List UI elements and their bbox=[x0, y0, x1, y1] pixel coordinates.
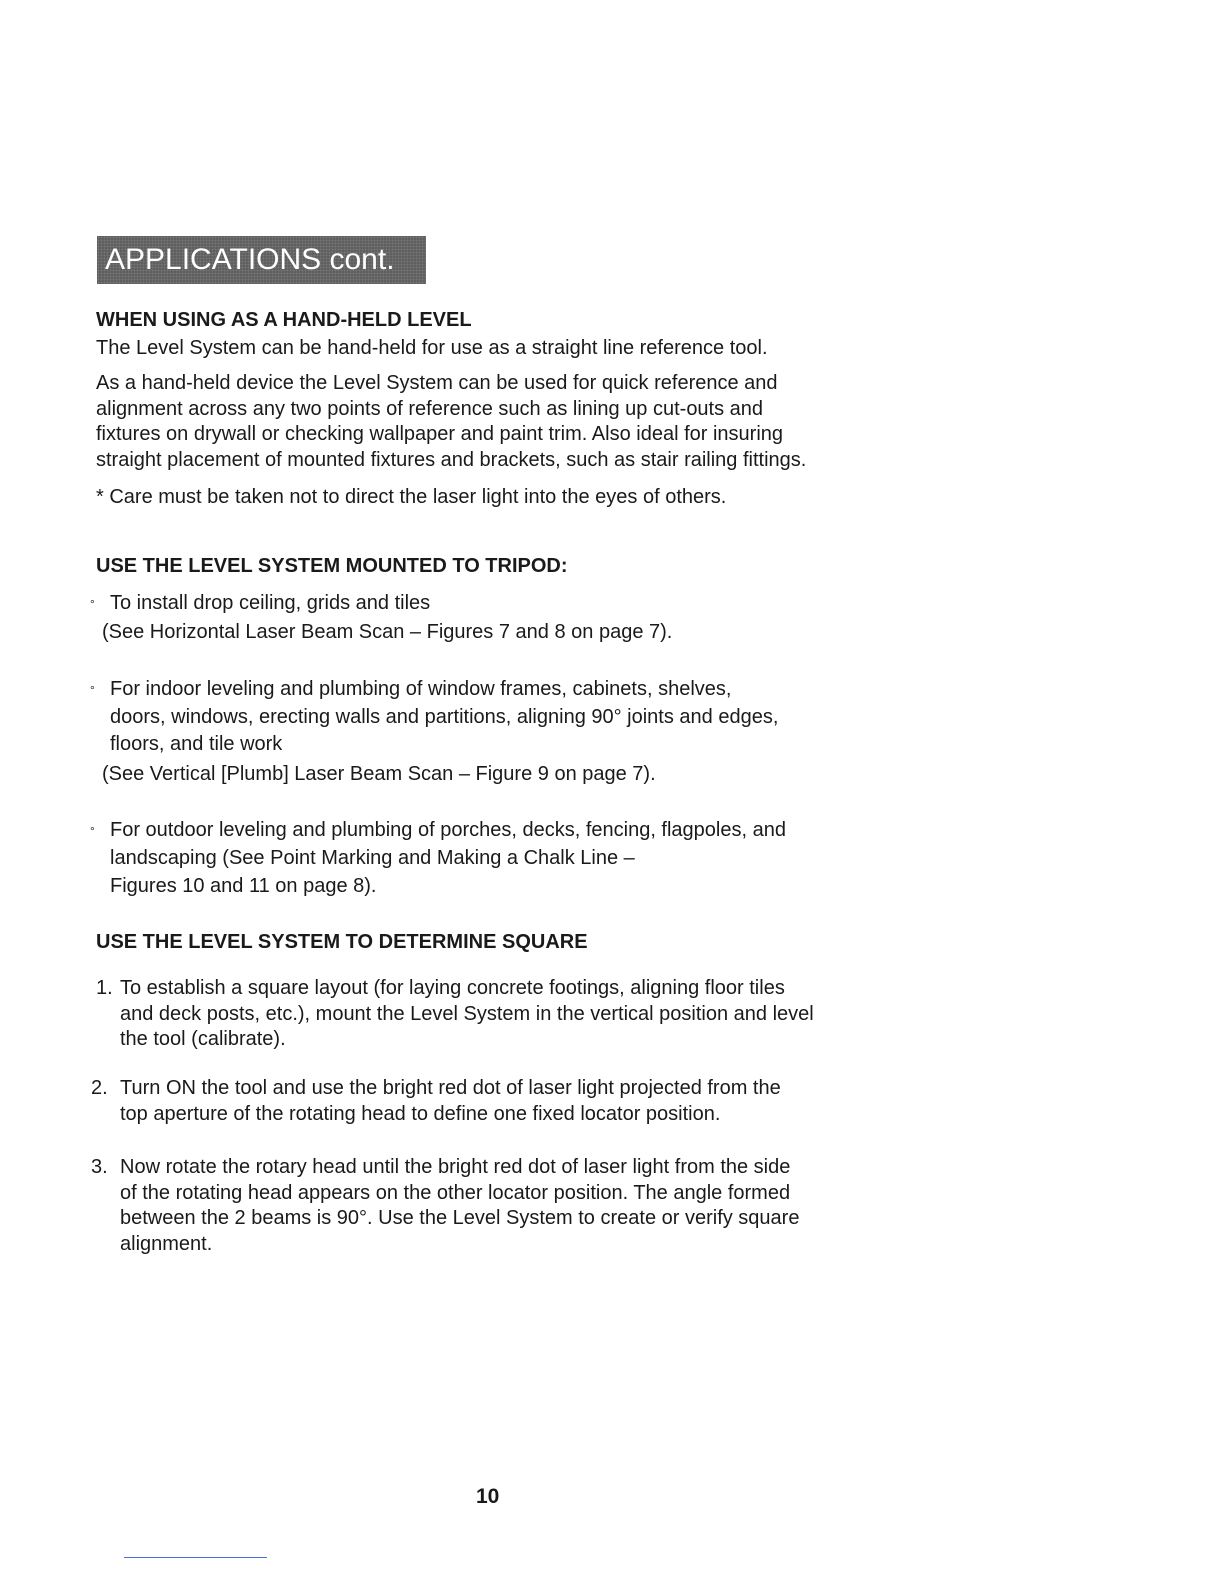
paragraph-hand-held-intro: The Level System can be hand-held for use as a straight line reference tool. bbox=[96, 337, 768, 359]
step-number: 3. bbox=[91, 1156, 108, 1178]
step-text: Turn ON the tool and use the bright red dot of laser light projected from the bbox=[120, 1077, 781, 1099]
heading-hand-held: WHEN USING AS A HAND-HELD LEVEL bbox=[96, 309, 472, 331]
paragraph-line: As a hand-held device the Level System can be used for quick reference and bbox=[96, 372, 778, 394]
step-text: the tool (calibrate). bbox=[120, 1028, 286, 1050]
page-number: 10 bbox=[476, 1485, 500, 1508]
bullet-text: To install drop ceiling, grids and tiles bbox=[110, 592, 431, 614]
paragraph-line: straight placement of mounted fixtures and brackets, such as stair railing fittings. bbox=[96, 448, 807, 471]
bullet-text: For outdoor leveling and plumbing of porches, decks, fencing, flagpoles, and bbox=[110, 819, 786, 841]
paragraph-line: alignment across any two points of reference such as lining up cut-outs and bbox=[96, 397, 764, 420]
bullet-text: Figures 10 and 11 on page 8). bbox=[110, 875, 377, 897]
bullet-icon: ° bbox=[90, 597, 95, 611]
bullet-text: floors, and tile work bbox=[110, 733, 283, 755]
step-number: 2. bbox=[91, 1077, 108, 1099]
caution-note: * Care must be taken not to direct the laser light into the eyes of others. bbox=[96, 486, 727, 508]
bullet-icon: ° bbox=[90, 824, 95, 838]
bullet-text: doors, windows, erecting walls and partitions, aligning 90° joints and edges, bbox=[110, 706, 779, 728]
bullet-text: landscaping (See Point Marking and Making a Chalk Line – bbox=[110, 847, 635, 869]
banner-title: APPLICATIONS cont. bbox=[105, 243, 395, 276]
bullet-reference: (See Horizontal Laser Beam Scan – Figures 7 and 8 on page 7). bbox=[102, 621, 673, 643]
heading-determine-square: USE THE LEVEL SYSTEM TO DETERMINE SQUARE bbox=[96, 931, 588, 953]
bullet-reference: (See Vertical [Plumb] Laser Beam Scan – Figure 9 on page 7). bbox=[102, 763, 656, 785]
step-text: To establish a square layout (for laying concrete footings, aligning floor tiles bbox=[120, 977, 785, 999]
paragraph-line: fixtures on drywall or checking wallpaper and paint trim. Also ideal for insuring bbox=[96, 423, 784, 445]
step-text: top aperture of the rotating head to define one fixed locator position. bbox=[120, 1102, 721, 1125]
step-text: between the 2 beams is 90°. Use the Level System to create or verify square bbox=[120, 1207, 800, 1229]
step-text: Now rotate the rotary head until the bright red dot of laser light from the side bbox=[120, 1156, 791, 1178]
step-text: alignment. bbox=[120, 1232, 213, 1255]
step-number: 1. bbox=[96, 977, 113, 999]
footer-divider bbox=[124, 1557, 267, 1558]
step-text: and deck posts, etc.), mount the Level System in the vertical position and level bbox=[120, 1002, 814, 1025]
bullet-text: For indoor leveling and plumbing of window frames, cabinets, shelves, bbox=[110, 678, 732, 700]
heading-tripod: USE THE LEVEL SYSTEM MOUNTED TO TRIPOD: bbox=[96, 555, 568, 577]
bullet-icon: ° bbox=[90, 683, 95, 697]
step-text: of the rotating head appears on the other locator position. The angle formed bbox=[120, 1181, 791, 1204]
section-banner bbox=[97, 236, 426, 284]
